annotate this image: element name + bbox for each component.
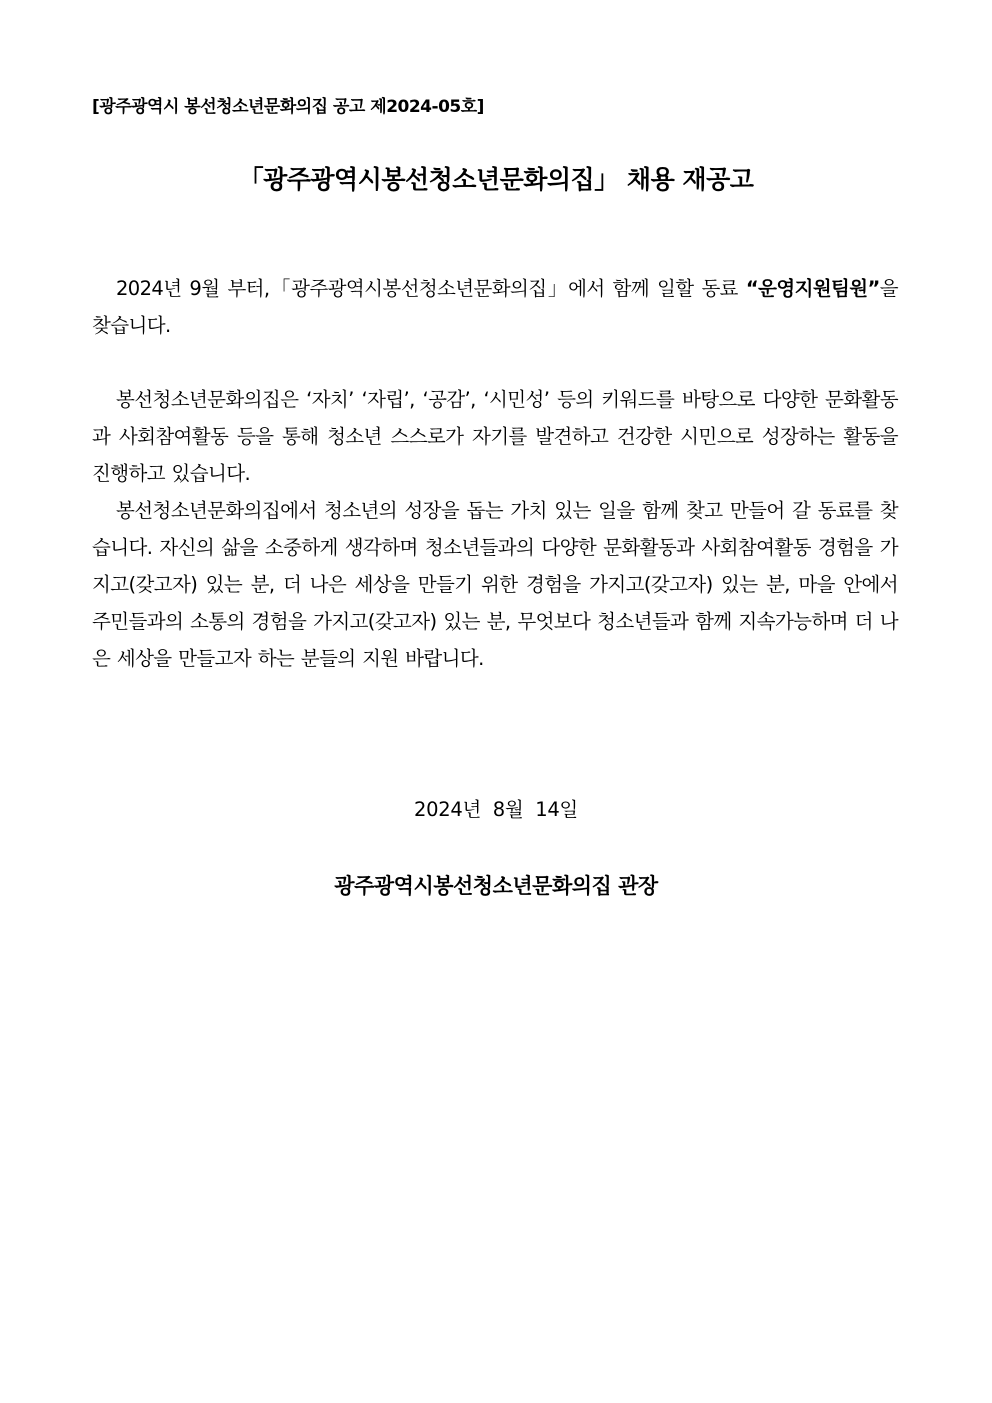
signer: 광주광역시봉선청소년문화의집 관장 — [334, 874, 658, 898]
invitation-paragraph — [92, 492, 898, 677]
intro-paragraph — [92, 270, 898, 344]
notice-number: [광주광역시 봉선청소년문화의집 공고 제2024-05호] — [92, 97, 484, 117]
description-text: 봉선청소년문화의집은 ‘자치’ ‘자립’, ‘공감’, ‘시민성’ 등의 키워드를 바탕으로 다양한 문화활동과 사회참여활동 등을 통해 청소년 스스로가 자기를 발견하고 건강한 시민으로 성장하는 활동을 진행하고 있습니다. — [92, 388, 898, 485]
intro-text: 2024년 9월 부터,「광주광역시봉선청소년문화의집」에서 함께 일할 동료 — [116, 277, 746, 300]
page-title: 「광주광역시봉선청소년문화의집」 채용 재공고 — [238, 165, 754, 194]
invitation-text: 봉선청소년문화의집에서 청소년의 성장을 돕는 가치 있는 일을 함께 찾고 만들어 갈 동료를 찾습니다. 자신의 삶을 소중하게 생각하며 청소년들과의 다양한 문화활동과 사회참여활동 경험을 가지고(갖고자) 있는 분, 더 나은 세상을 만들기 위한 경험을 가지고(갖고자) 있는 분, 마을 안에서 주민들과의 소통의 경험을 가지고(갖고자) 있는 분, 무엇보다 청소년들과 함께 지속가능하며 더 나은 세상을 만들고자 하는 분들의 지원 바랍니다. — [92, 499, 898, 670]
notice-date: 2024년 8월 14일 — [414, 798, 578, 821]
position-name: “운영지원팀원” — [745, 277, 880, 300]
description-paragraph — [92, 381, 898, 492]
intro-text-end: 을 찾습니다. — [92, 277, 898, 337]
